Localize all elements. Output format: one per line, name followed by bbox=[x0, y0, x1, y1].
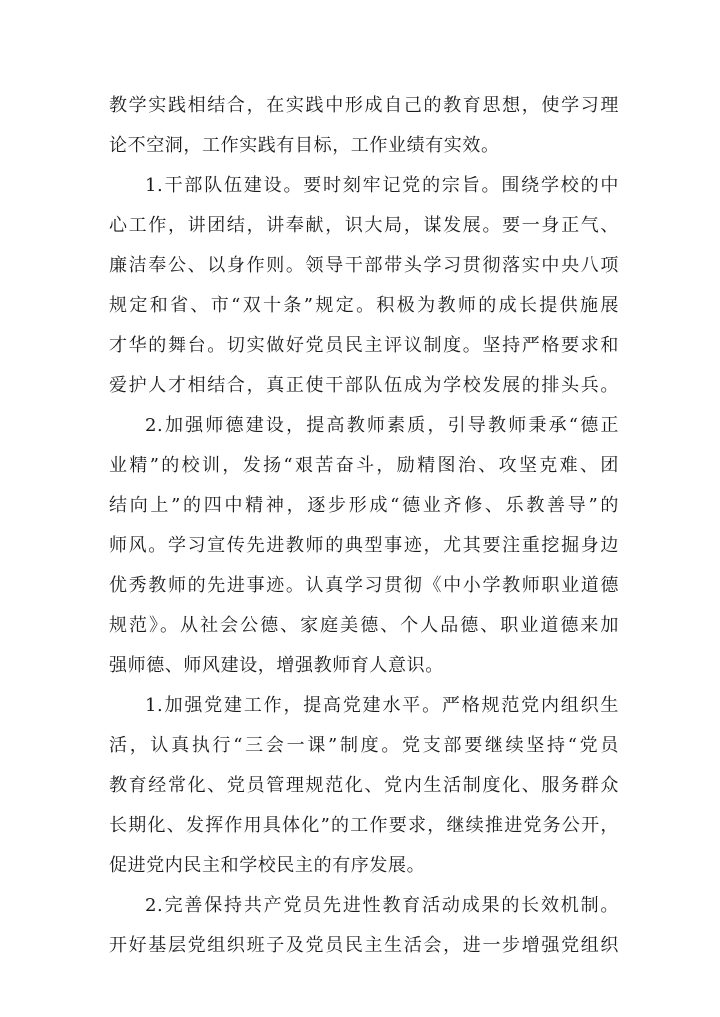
paragraph-first-line: 1.干部队伍建设。要时刻牢记党的宗旨。围绕学校的中 bbox=[145, 175, 619, 196]
paragraph-first-line: 2.完善保持共产党员先进性教育活动成果的长效机制。 bbox=[145, 895, 619, 916]
text-line: 业精”的校训，发扬“艰苦奋斗，励精图治、攻坚克难、团 bbox=[109, 455, 619, 476]
text-line: 活，认真执行“三会一课”制度。党支部要继续坚持“党员 bbox=[109, 735, 619, 756]
text-line: 爱护人才相结合，真正使干部队伍成为学校发展的排头兵。 bbox=[109, 375, 619, 396]
text-line: 长期化、发挥作用具体化”的工作要求，继续推进党务公开， bbox=[109, 815, 619, 836]
paragraph-first-line: 1.加强党建工作，提高党建水平。严格规范党内组织生 bbox=[145, 695, 619, 716]
paragraph-first-line: 2.加强师德建设，提高教师素质，引导教师秉承“德正 bbox=[145, 415, 619, 436]
text-line: 论不空洞，工作实践有目标，工作业绩有实效。 bbox=[109, 135, 500, 156]
text-line: 促进党内民主和学校民主的有序发展。 bbox=[109, 855, 426, 876]
body-text bbox=[109, 86, 619, 966]
text-line: 心工作，讲团结，讲奉献，识大局，谋发展。要一身正气、 bbox=[109, 215, 619, 236]
text-line: 规定和省、市“双十条”规定。积极为教师的成长提供施展 bbox=[109, 295, 619, 316]
text-line: 师风。学习宣传先进教师的典型事迹，尤其要注重挖掘身边 bbox=[109, 535, 619, 556]
text-line: 强师德、师风建设，增强教师育人意识。 bbox=[109, 655, 444, 676]
text-line: 教学实践相结合，在实践中形成自己的教育思想，使学习理 bbox=[109, 95, 619, 116]
text-line: 才华的舞台。切实做好党员民主评议制度。坚持严格要求和 bbox=[109, 335, 619, 356]
text-line: 结向上”的四中精神，逐步形成“德业齐修、乐教善导”的 bbox=[109, 495, 619, 516]
text-line: 规范》。从社会公德、家庭美德、个人品德、职业道德来加 bbox=[109, 615, 619, 636]
text-line: 廉洁奉公、以身作则。领导干部带头学习贯彻落实中央八项 bbox=[109, 255, 619, 276]
text-line: 优秀教师的先进事迹。认真学习贯彻《中小学教师职业道德 bbox=[109, 575, 619, 596]
text-line: 教育经常化、党员管理规范化、党内生活制度化、服务群众 bbox=[109, 775, 619, 796]
text-line: 开好基层党组织班子及党员民主生活会，进一步增强党组织 bbox=[109, 935, 619, 956]
